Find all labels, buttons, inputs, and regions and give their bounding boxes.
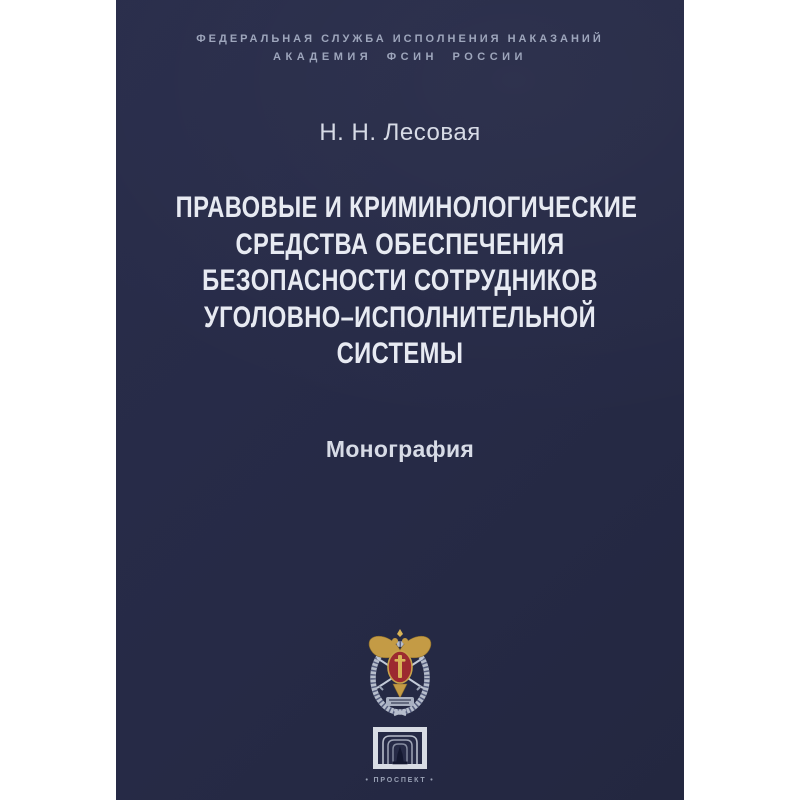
decorative-rule-top — [182, 164, 618, 168]
book-cover — [116, 0, 684, 800]
title-line: УГОЛОВНО–ИСПОЛНИТЕЛЬНОЙ — [203, 300, 597, 334]
institution-line-1: ФЕДЕРАЛЬНАЯ СЛУЖБА ИСПОЛНЕНИЯ НАКАЗАНИЙ — [196, 33, 604, 45]
title-line: ПРАВОВЫЕ И КРИМИНОЛОГИЧЕСКИЕ — [175, 191, 638, 224]
book-subtitle: Монография — [325, 436, 475, 462]
author-name: Н. Н. Лесовая — [319, 119, 481, 146]
title-line: СРЕДСТВА ОБЕСПЕЧЕНИЯ — [235, 227, 565, 261]
title-line: БЕЗОПАСНОСТИ СОТРУДНИКОВ — [202, 264, 598, 297]
book-title — [175, 190, 638, 373]
publisher-name: • ПРОСПЕКТ • — [365, 777, 435, 784]
institution-header — [116, 30, 684, 67]
title-line: СИСТЕМЫ — [336, 337, 464, 370]
prospekt-logo-icon — [373, 727, 427, 769]
decorative-rule-bottom — [182, 398, 618, 402]
institution-line-2: АКАДЕМИЯ ФСИН РОССИИ — [273, 51, 527, 63]
fsin-academy-emblem-icon — [358, 624, 442, 718]
publisher-block — [116, 727, 684, 784]
